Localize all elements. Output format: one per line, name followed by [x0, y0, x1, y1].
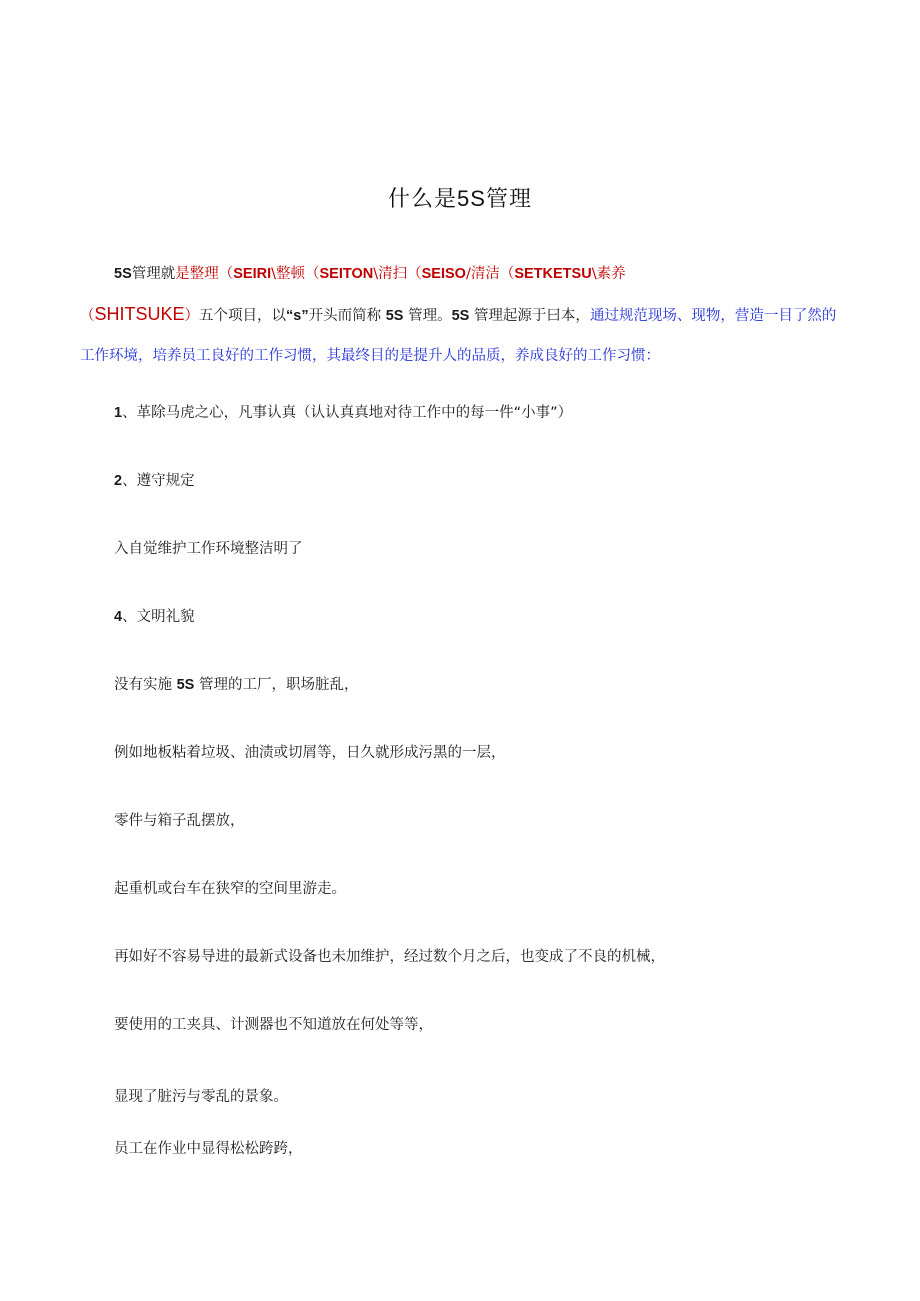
- list-item-number: 2: [114, 473, 123, 489]
- body-line-text: 管理的工厂，职场脏乱，: [198, 677, 359, 693]
- list-item: [114, 537, 303, 558]
- intro-highlight-red: SHITSUKE: [94, 304, 185, 324]
- intro-highlight-red: \清扫（: [373, 266, 422, 282]
- body-line-text: 显现了脏污与零乱的景象。: [114, 1089, 288, 1105]
- list-item: [114, 469, 195, 490]
- body-line-bold: 5S: [176, 677, 195, 693]
- intro-highlight-red: \素养: [591, 266, 626, 282]
- intro-highlight-red: SEIRI: [233, 266, 272, 282]
- list-item: [114, 605, 195, 626]
- list-item-text: 、遵守规定: [122, 473, 195, 489]
- intro-text: 管理就: [131, 266, 176, 282]
- body-line-text: 要使用的工夹具、计测器也不知道放在何处等等，: [114, 1017, 433, 1033]
- body-line: [114, 945, 665, 966]
- body-line-text: 再如好不容易导进的最新式设备也未加维护，经过数个月之后，也变成了不良的机械，: [114, 949, 665, 965]
- body-line: [114, 1085, 288, 1106]
- intro-highlight-red: 是整理（: [175, 266, 234, 282]
- body-line: [114, 1137, 303, 1158]
- body-line: [114, 741, 506, 762]
- list-item-text: 入自觉维护工作环境整洁明了: [114, 541, 303, 557]
- list-item-text: 、文明礼貌: [122, 609, 195, 625]
- body-line: [114, 673, 358, 694]
- intro-highlight-blue: 通过规范现场、现物，营造一目了然的工作环境，培养员工良好的工作习惯，其最终目的是提升人的品质，养成良好的工作习惯：: [80, 308, 837, 364]
- list-item-text: 、革除马虎之心，凡事认真（认认真真地对待工作中的每一件“小事”）: [122, 405, 573, 421]
- list-item-number: 1: [114, 405, 123, 421]
- list-item: [114, 401, 572, 422]
- body-line-text: 例如地板粘着垃圾、油渍或切屑等，日久就形成污黑的一层，: [114, 745, 506, 761]
- body-line-text: 零件与箱子乱摆放，: [114, 813, 245, 829]
- intro-text: 5S: [385, 308, 404, 324]
- page-title: 什么是5S管理: [388, 186, 532, 211]
- intro-highlight-red: SEISO: [421, 266, 466, 282]
- body-line: [114, 877, 346, 898]
- list-item-number: 4: [114, 609, 123, 625]
- intro-text: 开头而简称: [308, 308, 382, 324]
- body-line-text: 员工在作业中显得松松跨跨，: [114, 1141, 303, 1157]
- intro-text: 5S: [451, 308, 470, 324]
- intro-highlight-red: /清洁（: [465, 266, 515, 282]
- body-line-text: 起重机或台车在狭窄的空间里游走。: [114, 881, 346, 897]
- intro-text: 管理起源于曰本，: [473, 308, 590, 324]
- intro-text: 5S: [114, 266, 132, 282]
- intro-highlight-red: （: [80, 308, 95, 324]
- intro-highlight-red: SEITON: [319, 266, 374, 282]
- intro-text: 管理。: [408, 308, 452, 324]
- intro-paragraph: [80, 254, 850, 376]
- intro-highlight-red: \整顿（: [271, 266, 320, 282]
- body-line: [114, 1013, 433, 1034]
- intro-highlight-red: SETKETSU: [514, 266, 592, 282]
- intro-text: 五个项目，以: [199, 308, 287, 324]
- intro-highlight-red: ）: [184, 308, 200, 324]
- body-line-text: 没有实施: [114, 677, 172, 693]
- body-line: [114, 809, 245, 830]
- intro-text: “s”: [286, 308, 309, 324]
